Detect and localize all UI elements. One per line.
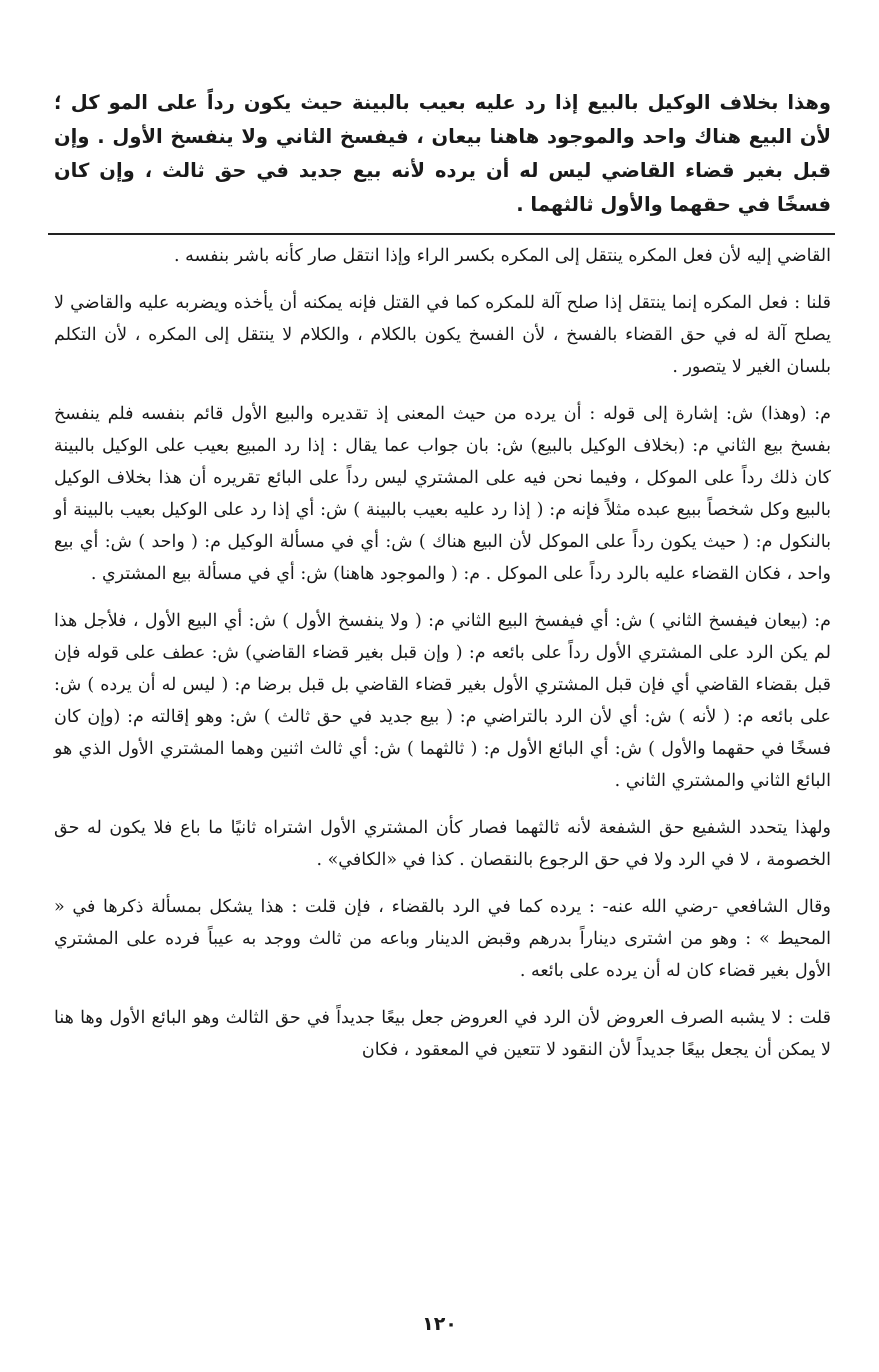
commentary-block bbox=[54, 240, 831, 1081]
commentary-paragraph-6: وقال الشافعي -رضي الله عنه- : يرده كما في الرد بالقضاء ، فإن قلت : هذا يشكل بمسألة ذكرها في « المحيط » : وهو من اشترى ديناراً بدرهم وقبض الدينار وباعه من ثالث ووجد به عيباً فرده على المشتري الأول بغير قضاء كان له أن يرده على بائعه . bbox=[54, 897, 831, 981]
commentary-paragraph-5: ولهذا يتحدد الشفيع حق الشفعة لأنه ثالثهما فصار كأن المشتري الأول اشتراه ثانيًا ما باع فلا يكون له حق الخصومة ، لا في الرد ولا في حق الرجوع بالنقصان . كذا في «الكافي» . bbox=[54, 818, 831, 870]
footnote-divider bbox=[48, 233, 835, 235]
commentary-paragraph-1: القاضي إليه لأن فعل المكره ينتقل إلى المكره بكسر الراء وإذا انتقل صار كأنه باشر بنفسه . bbox=[174, 246, 831, 266]
commentary-paragraph-3: م: (وهذا) ش: إشارة إلى قوله : أن يرده من حيث المعنى إذ تقديره والبيع الأول قائم بنفسه فلم ينفسخ بفسخ بيع الثاني م: (بخلاف الوكيل بالبيع) ش: بان جواب عما يقال : إذا رد المبيع بعيب على الوكيل بالبينة كان ذلك رداً على الموكل ، وفيما نحن فيه على المشتري ليس رداً على البائع تقريره أن هذا بخلاف الوكيل بالبيع وكل شخصاً ببيع عبده مثلاً فإنه م: ( إذا رد عليه بعيب بالبينة ) ش: أي إذا رد على الوكيل بعيب بالبينة أو بالنكول م: ( حيث يكون رداً على الموكل لأن البيع هناك ) ش: أي في مسألة الوكيل م: ( واحد ) ش: أي بيع واحد ، فكان القضاء عليه بالرد رداً على الموكل . م: ( والموجود هاهنا) ش: أي في مسألة بيع المشتري . bbox=[54, 404, 831, 584]
commentary-paragraph-4: م: (بيعان فيفسخ الثاني ) ش: أي فيفسخ البيع الثاني م: ( ولا ينفسخ الأول ) ش: أي البيع الأول ، فلأجل هذا لم يكن الرد على المشتري الأول رداً على بائعه م: ( وإن قبل بغير قضاء القاضي) ش: عطف على قوله فإن قبل بقضاء القاضي أي فإن قبل المشتري الأول بغير قضاء القاضي بل قبل برضا م: ( ليس له أن يرده ) ش: على بائعه م: ( لأنه ) ش: أي لأن الرد بالتراضي م: ( بيع جديد في حق ثالث ) ش: وهو إقالته م: (وإن كان فسخًا في حقهما والأول ) ش: أي البائع الأول م: ( ثالثهما ) ش: أي ثالث اثنين وهما المشتري الأول الذي هو البائع الثاني والمشتري الثاني . bbox=[54, 611, 831, 791]
main-text-paragraph: وهذا بخلاف الوكيل بالبيع إذا رد عليه بعيب بالبينة حيث يكون رداً على المو كل ؛ لأن البيع هناك واحد والموجود هاهنا بيعان ، فيفسخ الثاني ولا ينفسخ الأول . وإن قبل بغير قضاء القاضي ليس له أن يرده لأنه بيع جديد في حق ثالث ، وإن كان فسخًا في حقهما والأول ثالثهما . bbox=[54, 91, 831, 216]
page-number: ١٢٠ bbox=[422, 1313, 457, 1335]
commentary-paragraph-2: قلنا : فعل المكره إنما ينتقل إذا صلح آلة للمكره كما في القتل فإنه يمكنه أن يأخذه ويضربه عليه والقاضي لا يصلح آلة له في حق القضاء بالفسخ ، لأن الفسخ يكون بالكلام ، والكلام لا ينتقل إلى المكره ، لأن التكلم بلسان الغير لا يتصور . bbox=[54, 293, 831, 377]
commentary-paragraph-7: قلت : لا يشبه الصرف العروض لأن الرد في العروض جعل بيعًا جديداً في حق الثالث وهو البائع الأول وها هنا لا يمكن أن يجعل بيعًا جديداً لأن النقود لا تتعين في المعقود ، فكان bbox=[54, 1008, 831, 1060]
main-text-block bbox=[54, 86, 831, 222]
